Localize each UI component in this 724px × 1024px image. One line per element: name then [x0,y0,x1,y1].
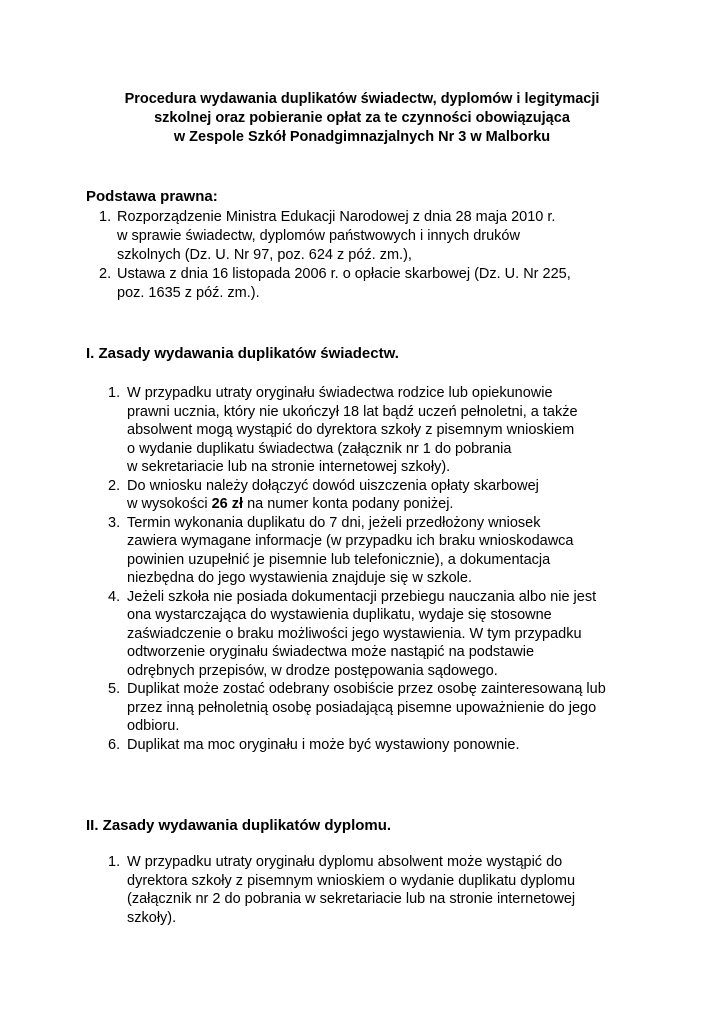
item-number: 4. [108,588,121,605]
section-1-item [108,588,606,681]
item-line: dyrektora szkoły z pisemnym wnioskiem o wydanie duplikatu dyplomu [127,872,576,889]
item-line: o wydanie duplikatu świadectwa (załącznik nr 1 do pobrania [127,440,512,457]
item-line: odrębnych przepisów, w drodze postępowania sądowego. [127,662,498,679]
item-number: 1. [99,209,112,225]
document-title [0,90,724,147]
item-line: Rozporządzenie Ministra Edukacji Narodowej z dnia 28 maja 2010 r. [117,209,556,225]
item-line: przez inną pełnoletnią osobę posiadającą pisemne upoważnienie do jego [127,699,597,716]
item-line: zaświadczenie o braku możliwości jego wystawienia. W tym przypadku [127,625,582,642]
item-line: w sprawie świadectw, dyplomów państwowych i innych druków [117,228,520,244]
item-line: powinien uzupełnić je pisemnie lub telefonicznie), a dokumentacja [127,551,551,568]
item-line: Duplikat ma moc oryginału i może być wystawiony ponownie. [127,736,520,753]
item-line: W przypadku utraty oryginału świadectwa rodzice lub opiekunowie [127,385,553,401]
section-1-item [108,736,606,755]
item-number: 5. [108,681,121,697]
fee-amount: 26 zł [211,496,244,512]
section-1-item [108,477,606,514]
item-line: poz. 1635 z póź. zm.). [117,285,260,301]
item-number: 1. [108,854,121,870]
item-number: 1. [108,385,121,401]
item-line: (załącznik nr 2 do pobrania w sekretariacie lub na stronie internetowej [127,891,576,907]
item-line [127,495,606,514]
section-1-heading: I. Zasady wydawania duplikatów świadectw. [86,345,399,362]
title-line-3: w Zespole Szkół Ponadgimnazjalnych Nr 3 w Malborku [173,129,551,145]
title-line-2: szkolnej oraz pobieranie opłat za te czynności obowiązująca [154,110,570,126]
item-line: zawiera wymagane informacje (w przypadku ich braku wnioskodawca [127,533,574,549]
item-line: szkoły). [127,909,177,926]
item-line: Termin wykonania duplikatu do 7 dni, jeżeli przedłożony wniosek [127,514,541,531]
legal-basis-item [99,208,571,265]
item-line: odbioru. [127,718,180,734]
section-1-item [108,514,606,588]
title-line-1: Procedura wydawania duplikatów świadectw, dyplomów i legitymacji [124,91,600,107]
item-line: Do wniosku należy dołączyć dowód uiszczenia opłaty skarbowej [127,477,539,494]
fee-text-after: na numer konta podany poniżej. [243,496,454,512]
item-line: W przypadku utraty oryginału dyplomu absolwent może wystąpić do [127,854,563,870]
item-number: 6. [108,736,121,753]
item-number: 2. [108,477,121,494]
item-line: ona wystarczająca do wystawienia duplikatu, wydaje się stosowne [127,607,552,623]
section-2-item [108,853,575,927]
item-number: 3. [108,514,121,531]
item-line: Ustawa z dnia 16 listopada 2006 r. o opłacie skarbowej (Dz. U. Nr 225, [117,266,571,282]
legal-basis-list [99,208,571,303]
section-2-heading: II. Zasady wydawania duplikatów dyplomu. [86,817,392,834]
item-line: Jeżeli szkoła nie posiada dokumentacji przebiegu nauczania albo nie jest [127,588,597,605]
section-1-list [108,384,606,754]
item-line: Duplikat może zostać odebrany osobiście przez osobę zainteresowaną lub [127,681,606,697]
section-2-list [108,853,575,927]
item-line: w sekretariacie lub na stronie internetowej szkoły). [127,459,451,475]
item-line: prawni ucznia, który nie ukończył 18 lat bądź uczeń pełnoletni, a także [127,403,578,420]
item-line: niezbędna do jego wystawienia znajduje się w szkole. [127,570,472,586]
fee-text-before: w wysokości [127,496,212,512]
legal-basis-heading: Podstawa prawna: [86,188,218,205]
item-line: odtworzenie oryginału świadectwa może nastąpić na podstawie [127,644,535,660]
item-line: szkolnych (Dz. U. Nr 97, poz. 624 z póź. zm.), [117,247,412,263]
section-1-item [108,680,606,736]
legal-basis-item [99,265,571,303]
item-line: absolwent mogą wystąpić do dyrektora szkoły z pisemnym wnioskiem [127,422,575,438]
item-number: 2. [99,266,112,282]
section-1-item [108,384,606,477]
